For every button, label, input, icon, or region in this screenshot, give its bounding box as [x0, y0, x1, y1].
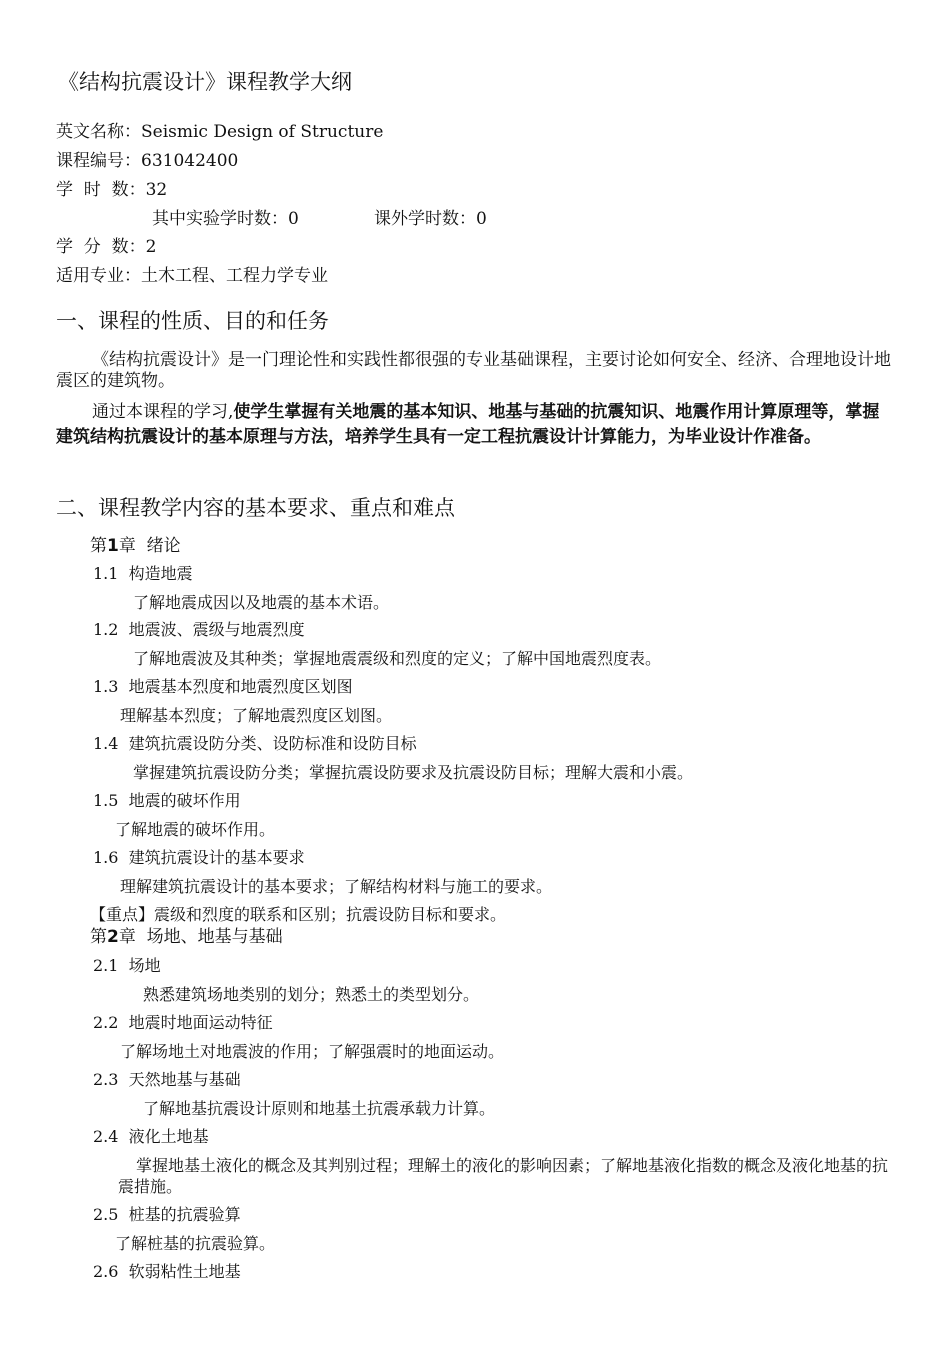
- chapter1-num: 1: [107, 536, 119, 556]
- chapter1-title: [90, 538, 181, 555]
- section-2-1-title: 2.1 场地: [93, 956, 161, 975]
- chapter1-prefix: 第: [90, 536, 107, 556]
- section-1-2-desc: 了解地震波及其种类；掌握地震震级和烈度的定义；了解中国地震烈度表。: [133, 649, 662, 668]
- section-1-1-title: 1.1 构造地震: [93, 564, 193, 583]
- chapter2-name: 章 场地、地基与基础: [118, 927, 283, 947]
- section-1-3-desc: 理解基本烈度；了解地震烈度区划图。: [120, 706, 393, 725]
- page-title: 《结构抗震设计》课程教学大纲: [58, 70, 352, 94]
- section-2-6-title: 2.6 软弱粘性土地基: [93, 1262, 241, 1281]
- lab-hours: 其中实验学时数：0: [152, 209, 299, 229]
- extra-hours: 课外学时数：0: [374, 209, 487, 229]
- applicable-majors: 适用专业：土木工程、工程力学专业: [56, 266, 328, 286]
- section-2-4-title: 2.4 液化土地基: [93, 1127, 209, 1146]
- section-2-4-desc: 掌握地基土液化的概念及其判别过程；理解土的液化的影响因素；了解地基液化指数的概念及液化地基的抗震措施。: [118, 1156, 889, 1196]
- section-2-5-title: 2.5 桩基的抗震验算: [93, 1205, 241, 1224]
- section-1-2-title: 1.2 地震波、震级与地震烈度: [93, 620, 305, 639]
- section-1-5-title: 1.5 地震的破坏作用: [93, 791, 241, 810]
- english-name: 英文名称：Seismic Design of Structure: [56, 122, 384, 142]
- section-2-1-desc: 熟悉建筑场地类别的划分；熟悉土的类型划分。: [143, 985, 480, 1004]
- chapter2-num: 2: [107, 927, 119, 947]
- course-hours: 学 时 数：32: [56, 180, 168, 200]
- section-1-5-desc: 了解地震的破坏作用。: [115, 820, 276, 839]
- section1-para1: 《结构抗震设计》是一门理论性和实践性都很强的专业基础课程，主要讨论如何安全、经济、合理地设计地震区的建筑物。: [56, 350, 891, 391]
- section1-para2: [56, 400, 896, 450]
- chapter1-key-points: [90, 907, 506, 923]
- section-1-6-desc: 理解建筑抗震设计的基本要求；了解结构材料与施工的要求。: [120, 877, 553, 896]
- chapter2-title: [90, 929, 283, 946]
- section-2-3-title: 2.3 天然地基与基础: [93, 1070, 241, 1089]
- para2-lead: 通过本课程的学习,: [92, 402, 234, 422]
- section-2-2-desc: 了解场地土对地震波的作用；了解强震时的地面运动。: [120, 1042, 505, 1061]
- section-2-5-desc: 了解桩基的抗震验算。: [115, 1234, 276, 1253]
- section-2-2-title: 2.2 地震时地面运动特征: [93, 1013, 273, 1032]
- section1-heading: 一、课程的性质、目的和任务: [56, 309, 329, 333]
- chapter1-name: 章 绪论: [118, 536, 181, 556]
- key-label: 【重点】: [90, 905, 155, 924]
- para2-bold: 使学生掌握有关地震的基本知识、地基与基础的抗震知识、地震作用计算原理等，掌握建筑结构抗震设计的基本原理与方法，培养学生具有一定工程抗震设计计算能力，为毕业设计作准备。: [56, 402, 880, 447]
- section-1-4-title: 1.4 建筑抗震设防分类、设防标准和设防目标: [93, 734, 417, 753]
- section-1-3-title: 1.3 地震基本烈度和地震烈度区划图: [93, 677, 353, 696]
- section-1-4-desc: 掌握建筑抗震设防分类；掌握抗震设防要求及抗震设防目标；理解大震和小震。: [133, 763, 694, 782]
- section2-heading: 二、课程教学内容的基本要求、重点和难点: [56, 496, 455, 520]
- section-2-3-desc: 了解地基抗震设计原则和地基土抗震承载力计算。: [143, 1099, 496, 1118]
- chapter2-prefix: 第: [90, 927, 107, 947]
- section-1-1-desc: 了解地震成因以及地震的基本术语。: [133, 593, 390, 612]
- course-credits: 学 分 数：2: [56, 237, 157, 257]
- key-text: 震级和烈度的联系和区别；抗震设防目标和要求。: [154, 905, 507, 924]
- course-code: 课程编号：631042400: [56, 151, 239, 171]
- section-1-6-title: 1.6 建筑抗震设计的基本要求: [93, 848, 305, 867]
